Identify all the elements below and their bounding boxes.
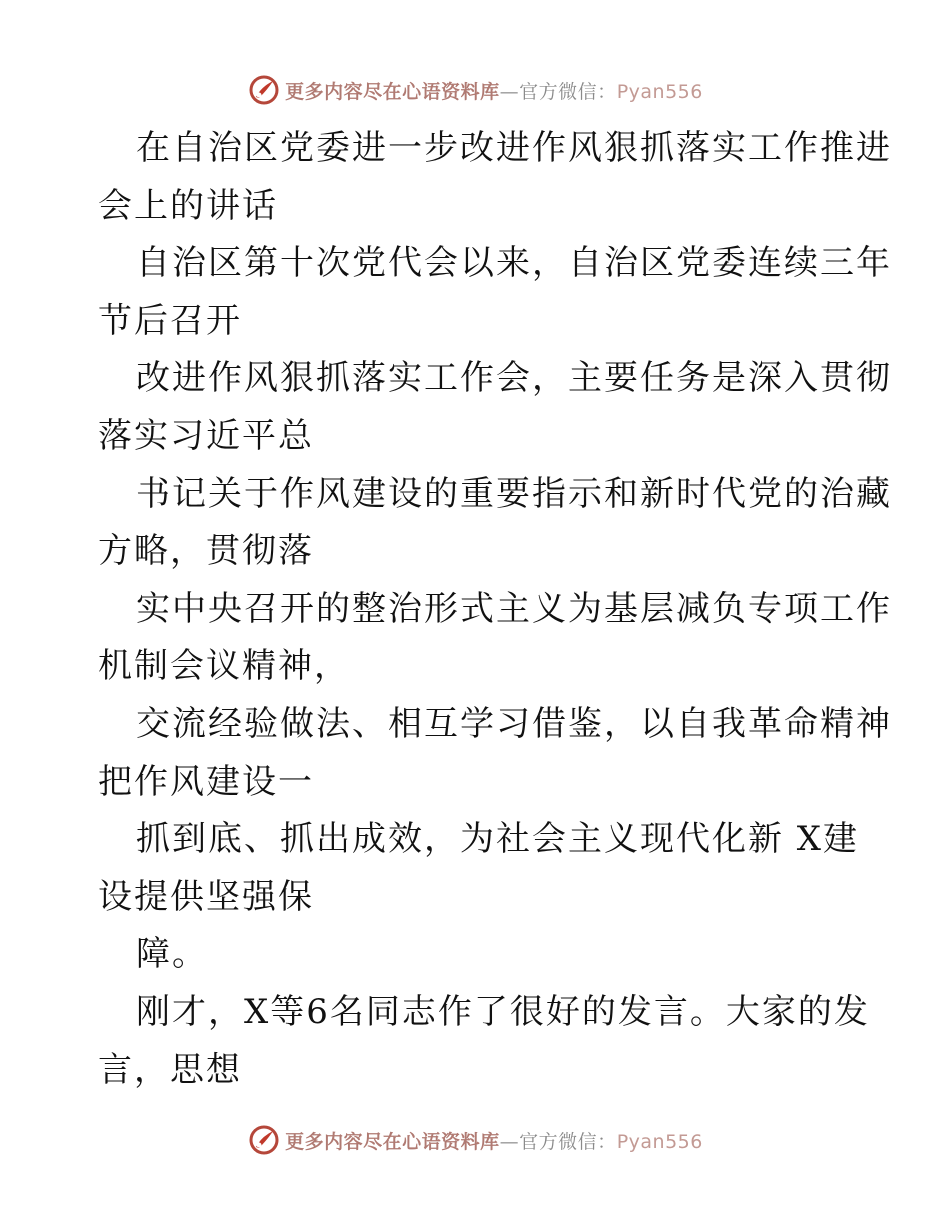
text-line: 节后召开: [98, 300, 242, 341]
watermark-account: Pyan556: [616, 80, 703, 103]
red-quill-logo-icon: [247, 73, 281, 107]
text-line: 方略，贯彻落: [98, 531, 314, 572]
text-line: 机制会议精神，: [98, 646, 350, 687]
watermark-banner-bottom: [0, 1120, 950, 1160]
text-line: 交流经验做法、相互学习借鉴，以自我革命精神: [136, 703, 892, 744]
document-body: [98, 120, 892, 1099]
watermark-separator: —: [499, 1130, 520, 1153]
text-line: 言，思想: [98, 1049, 242, 1090]
text-line: 障。: [136, 934, 208, 975]
text-line: 改进作风狠抓落实工作会，主要任务是深入贯彻: [136, 358, 892, 399]
watermark-account: Pyan556: [616, 1130, 703, 1153]
text-line: 书记关于作风建设的重要指示和新时代党的治藏: [136, 473, 892, 514]
text-line: 落实习近平总: [98, 415, 314, 456]
text-line: 在自治区党委进一步改进作风狠抓落实工作推进: [136, 128, 892, 168]
text-line: 会上的讲话: [98, 185, 278, 226]
watermark-site-text: 更多内容尽在心语资料库: [285, 1130, 500, 1153]
text-line: 抓到底、抓出成效，为社会主义现代化新 X建: [136, 819, 860, 860]
watermark-banner-top: [0, 70, 950, 110]
text-line: 实中央召开的整治形式主义为基层减负专项工作: [136, 588, 892, 629]
watermark-site-text: 更多内容尽在心语资料库: [285, 80, 500, 103]
watermark-separator: —: [499, 80, 520, 103]
watermark-official-label: 官方微信：: [519, 1130, 617, 1153]
text-line: 刚才，X等6名同志作了很好的发言。大家的发: [136, 991, 870, 1032]
watermark-official-label: 官方微信：: [519, 80, 617, 103]
text-line: 把作风建设一: [98, 761, 314, 802]
red-quill-logo-icon: [247, 1123, 281, 1157]
text-line: 自治区第十次党代会以来，自治区党委连续三年: [136, 243, 892, 284]
text-line: 设提供坚强保: [98, 876, 314, 917]
